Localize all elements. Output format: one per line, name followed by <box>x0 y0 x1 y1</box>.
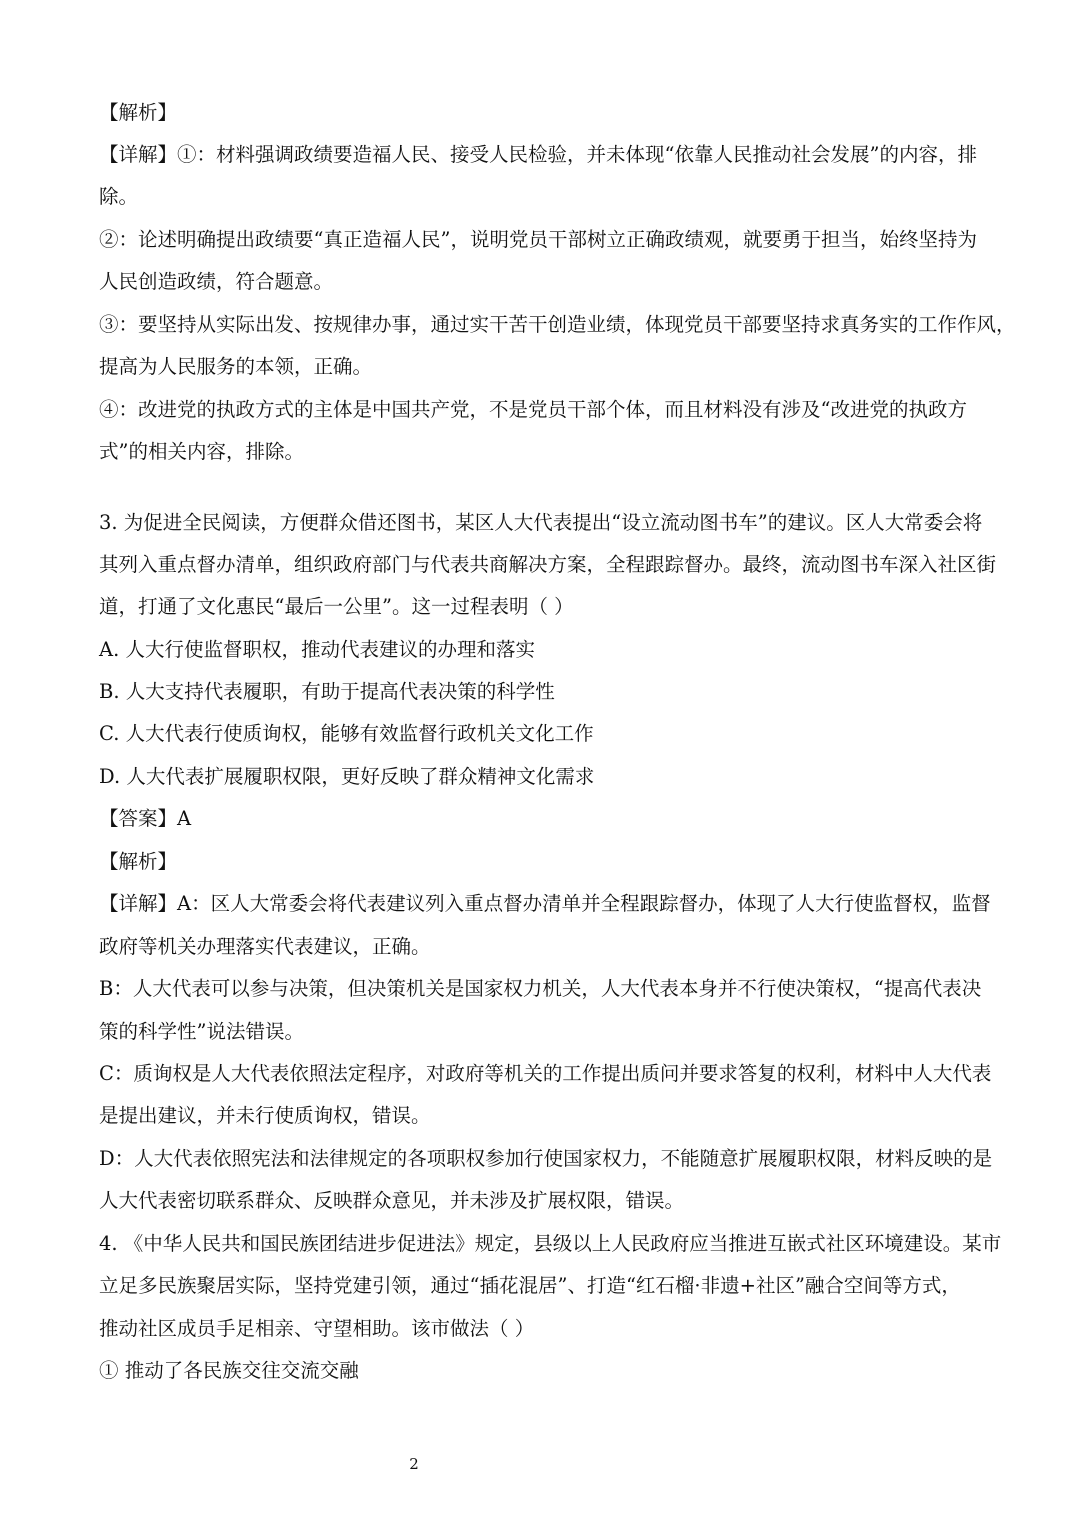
question-stem-line: 其列入重点督办清单，组织政府部门与代表共商解决方案，全程跟踪督办。最终，流动图书车深入社区街 <box>99 553 997 576</box>
detail-line: 式”的相关内容，排除。 <box>99 440 304 463</box>
detail-line: 是提出建议，并未行使质询权，错误。 <box>99 1104 431 1127</box>
detail-line: 【详解】A：区人大常委会将代表建议列入重点督办清单并全程跟踪督办，体现了人大行使监督权，监督 <box>99 892 991 915</box>
question-stem-line: 4. 《中华人民共和国民族团结进步促进法》规定，县级以上人民政府应当推进互嵌式社区环境建设。某市 <box>99 1232 1002 1255</box>
option-a: A. 人大行使监督职权，推动代表建议的办理和落实 <box>99 638 535 661</box>
option-d: D. 人大代表扩展履职权限，更好反映了群众精神文化需求 <box>99 765 595 788</box>
option-c: C. 人大代表行使质询权，能够有效监督行政机关文化工作 <box>99 722 594 745</box>
detail-line: D：人大代表依照宪法和法律规定的各项职权参加行使国家权力，不能随意扩展履职权限，材料反映的是 <box>99 1147 993 1170</box>
detail-line: B：人大代表可以参与决策，但决策机关是国家权力机关，人大代表本身并不行使决策权，“提高代表决 <box>99 977 982 1000</box>
detail-line: 策的科学性”说法错误。 <box>99 1020 304 1043</box>
detail-line: 人民创造政绩，符合题意。 <box>99 270 334 293</box>
detail-line: C：质询权是人大代表依照法定程序，对政府等机关的工作提出质问并要求答复的权利，材料中人大代表 <box>99 1062 992 1085</box>
detail-line: ④：改进党的执政方式的主体是中国共产党，不是党员干部个体，而且材料没有涉及“改进党的执政方 <box>99 398 967 421</box>
question-stem-line: 推动社区成员手足相亲、守望相助。该市做法（ ） <box>99 1317 535 1340</box>
detail-line: 除。 <box>99 185 139 208</box>
page-number: 2 <box>409 1455 419 1473</box>
detail-line: ②：论述明确提出政绩要“真正造福人民”，说明党员干部树立正确政绩观，就要勇于担当，始终坚持为 <box>99 228 977 251</box>
analysis-heading: 【解析】 <box>99 850 178 873</box>
option-1: ① 推动了各民族交往交流交融 <box>99 1359 359 1382</box>
detail-line: 【详解】①：材料强调政绩要造福人民、接受人民检验，并未体现“依靠人民推动社会发展”的内容，排 <box>99 143 977 166</box>
question-stem-line: 立足多民族聚居实际，坚持党建引领，通过“插花混居”、打造“红石榴·非遗+社区”融合空间等方式， <box>99 1274 961 1297</box>
detail-line: 人大代表密切联系群众、反映群众意见，并未涉及扩展权限，错误。 <box>99 1189 685 1212</box>
answer: 【答案】A <box>99 807 192 830</box>
question-stem-line: 3. 为促进全民阅读，方便群众借还图书，某区人大代表提出“设立流动图书车”的建议。区人大常委会将 <box>99 511 983 534</box>
detail-line: 政府等机关办理落实代表建议，正确。 <box>99 935 431 958</box>
analysis-heading: 【解析】 <box>99 101 178 124</box>
detail-line: 提高为人民服务的本领，正确。 <box>99 355 373 378</box>
question-stem-line: 道，打通了文化惠民“最后一公里”。这一过程表明（ ） <box>99 595 574 618</box>
option-b: B. 人大支持代表履职，有助于提高代表决策的科学性 <box>99 680 555 703</box>
detail-line: ③：要坚持从实际出发、按规律办事，通过实干苦干创造业绩，体现党员干部要坚持求真务实的工作作风， <box>99 313 1016 336</box>
